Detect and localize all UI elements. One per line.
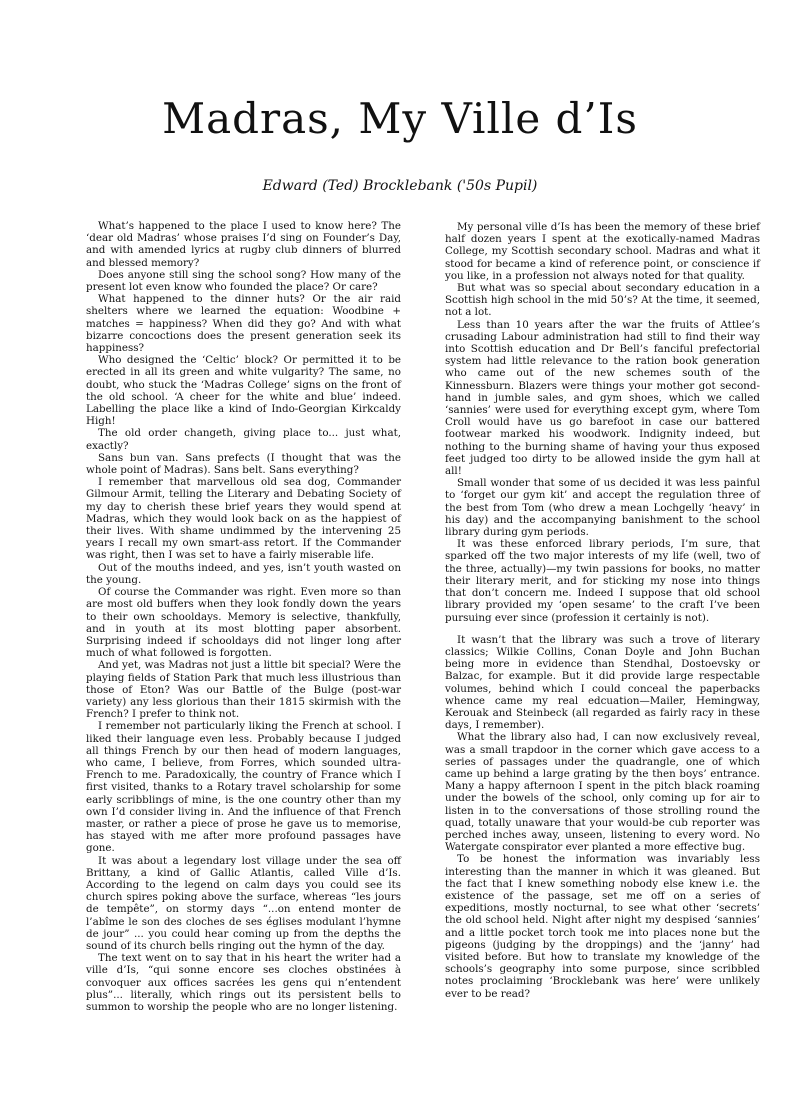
paragraph: It wasn’t that the library was such a trove of literary classics; Wilkie Collins, Conan Doyle and John Buchan being more in evidence than Stendhal, Dostoevsky or Balzac, for example. But it did provide large respectable volumes, behind which I could conceal the paperbacks whence came my real edcuation—Mailer, Hemingway, Kerouak and Steinbeck (all regarded as fairly racy in these days, I remember). <box>445 633 760 732</box>
paragraph: Out of the mouths indeed, and yes, isn’t youth wasted on the young. <box>86 561 401 586</box>
paragraph: Does anyone still sing the school song? How many of the present lot even know who founded the place? Or care? <box>86 268 401 294</box>
article-byline: Edward (Ted) Brocklebank ('50s Pupil) <box>262 178 538 194</box>
right-column <box>445 221 760 1000</box>
paragraph: What’s happened to the place I used to know here? The ‘dear old Madras’ whose praises I’d sing on Founder’s Day, and with amended lyrics at rugby club dinners of blurred and blessed memory? <box>86 220 401 269</box>
article-title: Madras, My Ville d’Is <box>162 94 638 143</box>
paragraph: The old order changeth, giving place to... just what, exactly? <box>86 427 401 452</box>
paragraph: I remember that marvellous old sea dog, Commander Gilmour Armit, telling the Literary and Debating Society of my day to cherish these brief years they would spend at Madras, which they would look back on as the happiest of their lives. With shame undimmed by the intervening 25 years I recall my own smart-ass retort. If the Commander was right, then I was set to have a fairly miserable life. <box>86 476 401 562</box>
paragraph: To be honest the information was invariably less interesting than the manner in which it was gleaned. But the fact that I knew something nobody else knew i.e. the existence of the passage, set me off on a series of expeditions, mostly nocturnal, to see what other ‘secrets’ the old school held. Night after night my despised ‘sannies’ and a little pocket torch took me into places none but the pigeons (judging by the droppings) and the ‘janny’ had visited before. But how to translate my knowledge of the schools’s geography into some purpose, since scribbled notes proclaiming ‘Brocklebank was here’ were unlikely ever to be read? <box>445 853 760 1000</box>
paragraph: Of course the Commander was right. Even more so than are most old buffers when they look fondly down the years to their own schooldays. Memory is selective, thankfully, and in youth at its most blotting paper absorbent. Surprising indeed if schooldays did not linger long after much of what followed is forgotten. <box>86 586 401 660</box>
left-column <box>86 220 401 1013</box>
paragraph: My personal ville d’Is has been the memory of these brief half dozen years I spent at the exotically-named Madras College, my Scottish secondary school. Madras and what it stood for became a kind of reference point, or conscience if you like, in a profession not always noted for that quality. <box>445 221 760 282</box>
paragraph: Small wonder that some of us decided it was less painful to ‘forget our gym kit’ and accept the regulation three of the best from Tom (who drew a mean Lochgelly ‘heavy’ in his day) and the accompanying banishment to the school library during gym periods. <box>445 477 760 539</box>
paragraph: It was these enforced library periods, I’m sure, that sparked off the two major interests of my life (well, two of the three, actually)—my twin passions for books, no matter their literary merit, and for sticking my nose into things that don’t concern me. Indeed I suppose that old school library provided my ‘open sesame’ to the craft I’ve been pursuing ever since (profession it certainly is not). <box>445 538 760 624</box>
paragraph: What happened to the dinner huts? Or the air raid shelters where we learned the equation: Woodbine + matches = happiness? When did they go? And with what bizarre concoctions does the present generation seek its happiness? <box>86 293 401 355</box>
paragraph: I remember not particularly liking the French at school. I liked their language even less. Probably because I judged all things French by our then head of modern languages, who came, I believe, from Forres, which sounded ultra-French to me. Paradoxically, the country of France which I first visited, thanks to a Rotary travel scholarship for some early scribblings of mine, is the one country other than my own I’d consider living in. And the influence of that French master, or rather a piece of prose he gave us to memorise, has stayed with me after more profound passages have gone. <box>86 720 401 855</box>
paragraph: And yet, was Madras not just a little bit special? Were the playing fields of Station Park that much less illustrious than those of Eton? Was our Battle of the Bulge (post-war variety) any less glorious than their 1815 skirmish with the French? I prefer to think not. <box>86 659 401 721</box>
paragraph: The text went on to say that in his heart the writer had a ville d’Is, “qui sonne encore ses cloches obstinées à convoquer aux offices sacrées les gens qui n’entendent plus”... literally, which rings out its persistent bells to summon to worship the people who are no longer listening. <box>86 952 401 1013</box>
paragraph: Less than 10 years after the war the fruits of Attlee’s crusading Labour administration had still to find their way into Scottish education and Dr Bell’s fanciful prefectorial system had little relevance to the ration book generation who came out of the new schemes south of the Kinnessburn. Blazers were things your mother got second-hand in jumble sales, and gym shoes, which we called ‘sannies’ were used for everything except gym, where Tom Croll would have us go barefoot in case our battered footwear marked his woodwork. Indignity indeed, but nothing to the burning shame of having your thus exposed feet judged too dirty to be allowed inside the gym hall at all! <box>445 318 760 478</box>
paragraph: It was about a legendary lost village under the sea off Brittany, a kind of Gallic Atlantis, called Ville d’Is. According to the legend on calm days you could see its church spires poking above the surface, whereas “les jours de tempête”, on stormy days “...on entend monter de l’abîme le son des cloches de ses églises modulant l’hymne de jour” ... you could hear coming up from the depths the sound of its church bells ringing out the hymn of the day. <box>86 854 401 952</box>
paragraph: Sans bun van. Sans prefects (I thought that was the whole point of Madras). Sans belt. Sans everything? <box>86 451 401 477</box>
paragraph: But what was so special about secondary education in a Scottish high school in the mid 50’s? At the time, it seemed, not a lot. <box>445 282 760 319</box>
paragraph: Who designed the ‘Celtic’ block? Or permitted it to be erected in all its green and white vulgarity? The same, no doubt, who stuck the ‘Madras College’ signs on the front of the old school. ‘A cheer for the white and blue’ indeed. Labelling the place like a kind of Indo-Georgian Kirkcaldy High! <box>86 354 401 428</box>
paragraph: What the library also had, I can now exclusively reveal, was a small trapdoor in the corner which gave access to a series of passages under the quadrangle, one of which came up behind a large grating by the then boys’ entrance. Many a happy afternoon I spent in the pitch black roaming under the bowels of the school, only coming up for air to listen in to the conversations of those strolling round the quad, totally unaware that your would-be cub reporter was perched inches away, unseen, listening to every word. No Watergate conspirator ever planted a more effective bug. <box>445 731 760 854</box>
